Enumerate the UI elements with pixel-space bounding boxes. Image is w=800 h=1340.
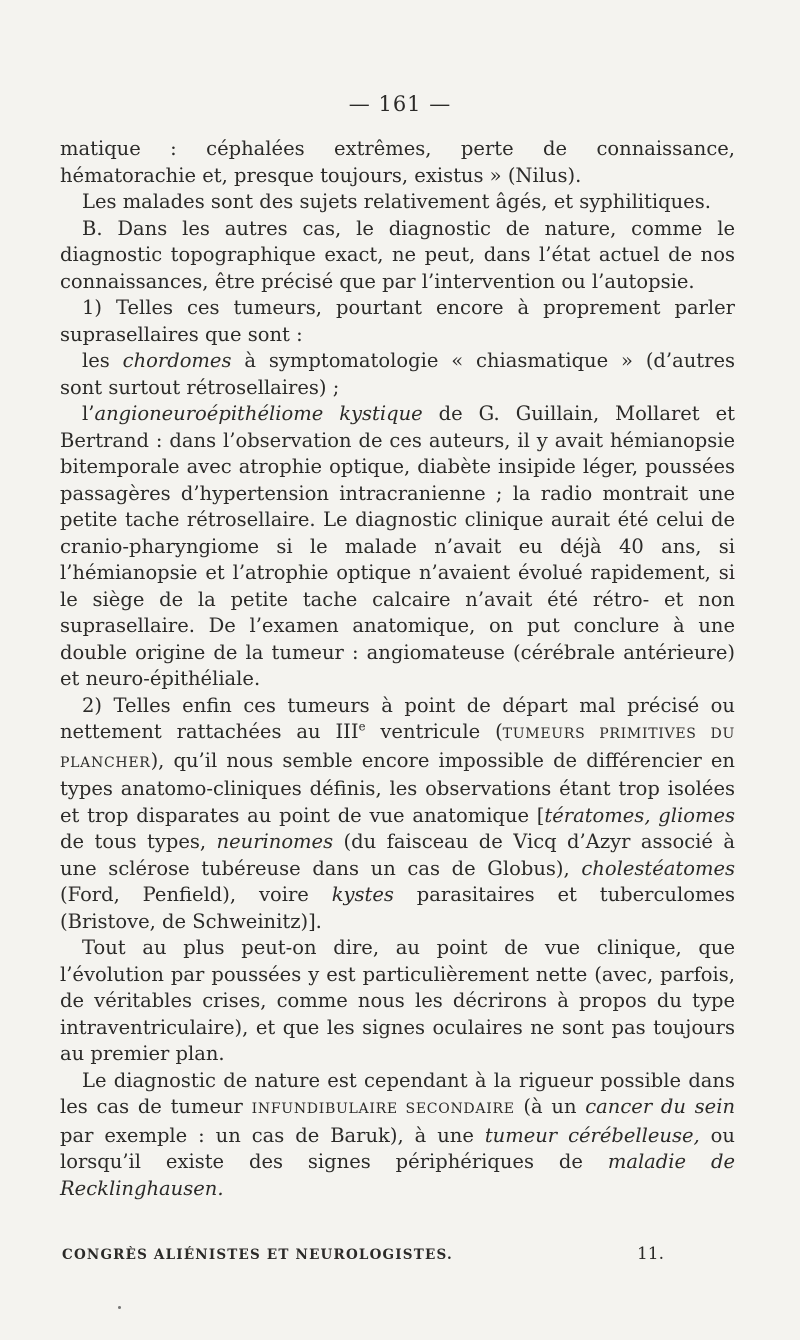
p7-text-c: ), qu’il nous semble encore impossible de différencier en types anatomo-cliniques définis, les observations étant trop isolées et trop disparates au point de vue anatomique [ — [60, 748, 735, 827]
p5-text-c: à symptomatologie « chiasmatique » (d’autres sont surtout rétrosellaires) ; — [60, 349, 736, 399]
p7-text-g: parasitaires et tuberculomes (Bristove, de Schweinitz)]. — [60, 883, 735, 933]
body-text — [60, 136, 735, 1202]
p7-smallcaps: TUMEURS PRIMITIVES DU PLANCHER — [60, 726, 735, 771]
p7-superscript: e — [358, 719, 366, 734]
p9-text-c: par exemple : un cas de Baruk), à une — [60, 1123, 485, 1147]
p9-text-a: Le diagnostic de nature est cependant à la rigueur possible dans les cas de tumeur — [60, 1068, 735, 1118]
footer-sheet-number: 11. — [636, 1244, 664, 1264]
paragraph-9 — [60, 1068, 735, 1203]
p7-text-e: (du faisceau de Vicq d’Azyr associé à une sclérose tubéreuse dans un cas de Globus), — [60, 830, 735, 880]
paragraph-2: Les malades sont des sujets relativement âgés, et syphilitiques. — [82, 190, 711, 213]
p6-italic-angio: angioneuroépithéliome kystique — [94, 402, 423, 425]
p9-italic-2: tumeur cérébelleuse, — [484, 1123, 700, 1147]
paragraph-6 — [60, 401, 735, 693]
p7-italic-3: cholestéatomes — [581, 856, 735, 880]
p9-text-b: (à un — [514, 1095, 586, 1118]
paragraph-4: 1) Telles ces tumeurs, pourtant encore à proprement parler suprasellaires que sont : — [60, 296, 735, 346]
p9-smallcaps: INFUNDIBULAIRE SECONDAIRE — [251, 1101, 515, 1117]
p7-italic-2: neurinomes — [216, 830, 334, 853]
paragraph-1: matique : céphalées extrêmes, perte de connaissance, hématorachie et, presque toujours, existus » (Nilus). — [60, 137, 735, 187]
p7-italic-1: tératomes, gliomes — [544, 803, 735, 827]
p7-text-a: 2) Telles enfin ces tumeurs à point de départ mal précisé ou nettement rattachées au III — [60, 693, 735, 743]
p9-italic-1: cancer du sein — [585, 1095, 735, 1118]
paragraph-7 — [60, 693, 735, 936]
paragraph-8: Tout au plus peut-on dire, au point de vue clinique, que l’évolution par poussées y est particulièrement nette (avec, parfois, de véritables crises, comme nous les décrirons à propos du type intraventriculaire), et que les signes oculaires ne sont pas toujours au premier plan. — [60, 936, 735, 1065]
p5-text-a: les — [82, 349, 123, 372]
footer-signature: CONGRÈS ALIÉNISTES ET NEUROLOGISTES. — [62, 1247, 453, 1263]
paper-speck — [118, 1306, 121, 1309]
p7-text-d: de tous types, — [60, 830, 217, 853]
p6-text-a: l’ — [82, 402, 95, 425]
page-number: — 161 — — [348, 92, 452, 116]
p7-italic-4: kystes — [331, 883, 394, 906]
p6-text-c: de G. Guillain, Mollaret et Bertrand : dans l’observation de ces auteurs, il y avait hémianopsie bitemporale avec atrophie optique, diabète insipide léger, poussées passagères d’hypertension intracranienne ; la radio montrait une petite tache rétrosellaire. Le diagnostic clinique aurait été celui de cranio-pharyngiome si le malade n’avait eu déjà 40 ans, si l’hémianopsie et l’atrophie optique n’avaient évolué rapidement, si le siège de la petite tache calcaire n’avait été rétro- et non suprasellaire. De l’examen anatomique, on put conclure à une double origine de la tumeur : angiomateuse (cérébrale antérieure) et neuro-épithéliale. — [60, 402, 735, 690]
p9-text-d: ou lorsqu’il existe des signes périphériques de — [60, 1123, 735, 1173]
paragraph-5 — [60, 348, 735, 401]
p7-text-f: (Ford, Penfield), voire — [60, 883, 332, 906]
paragraph-3: B. Dans les autres cas, le diagnostic de nature, comme le diagnostic topographique exact, ne peut, dans l’état actuel de nos connaissances, être précisé que par l’intervention ou l’autopsie. — [60, 216, 735, 293]
p5-italic-chordomes: chordomes — [122, 349, 232, 372]
page-footer — [62, 1244, 664, 1264]
p7-text-b: ventricule ( — [365, 720, 503, 743]
p9-italic-3: maladie de Recklinghausen. — [60, 1150, 735, 1200]
